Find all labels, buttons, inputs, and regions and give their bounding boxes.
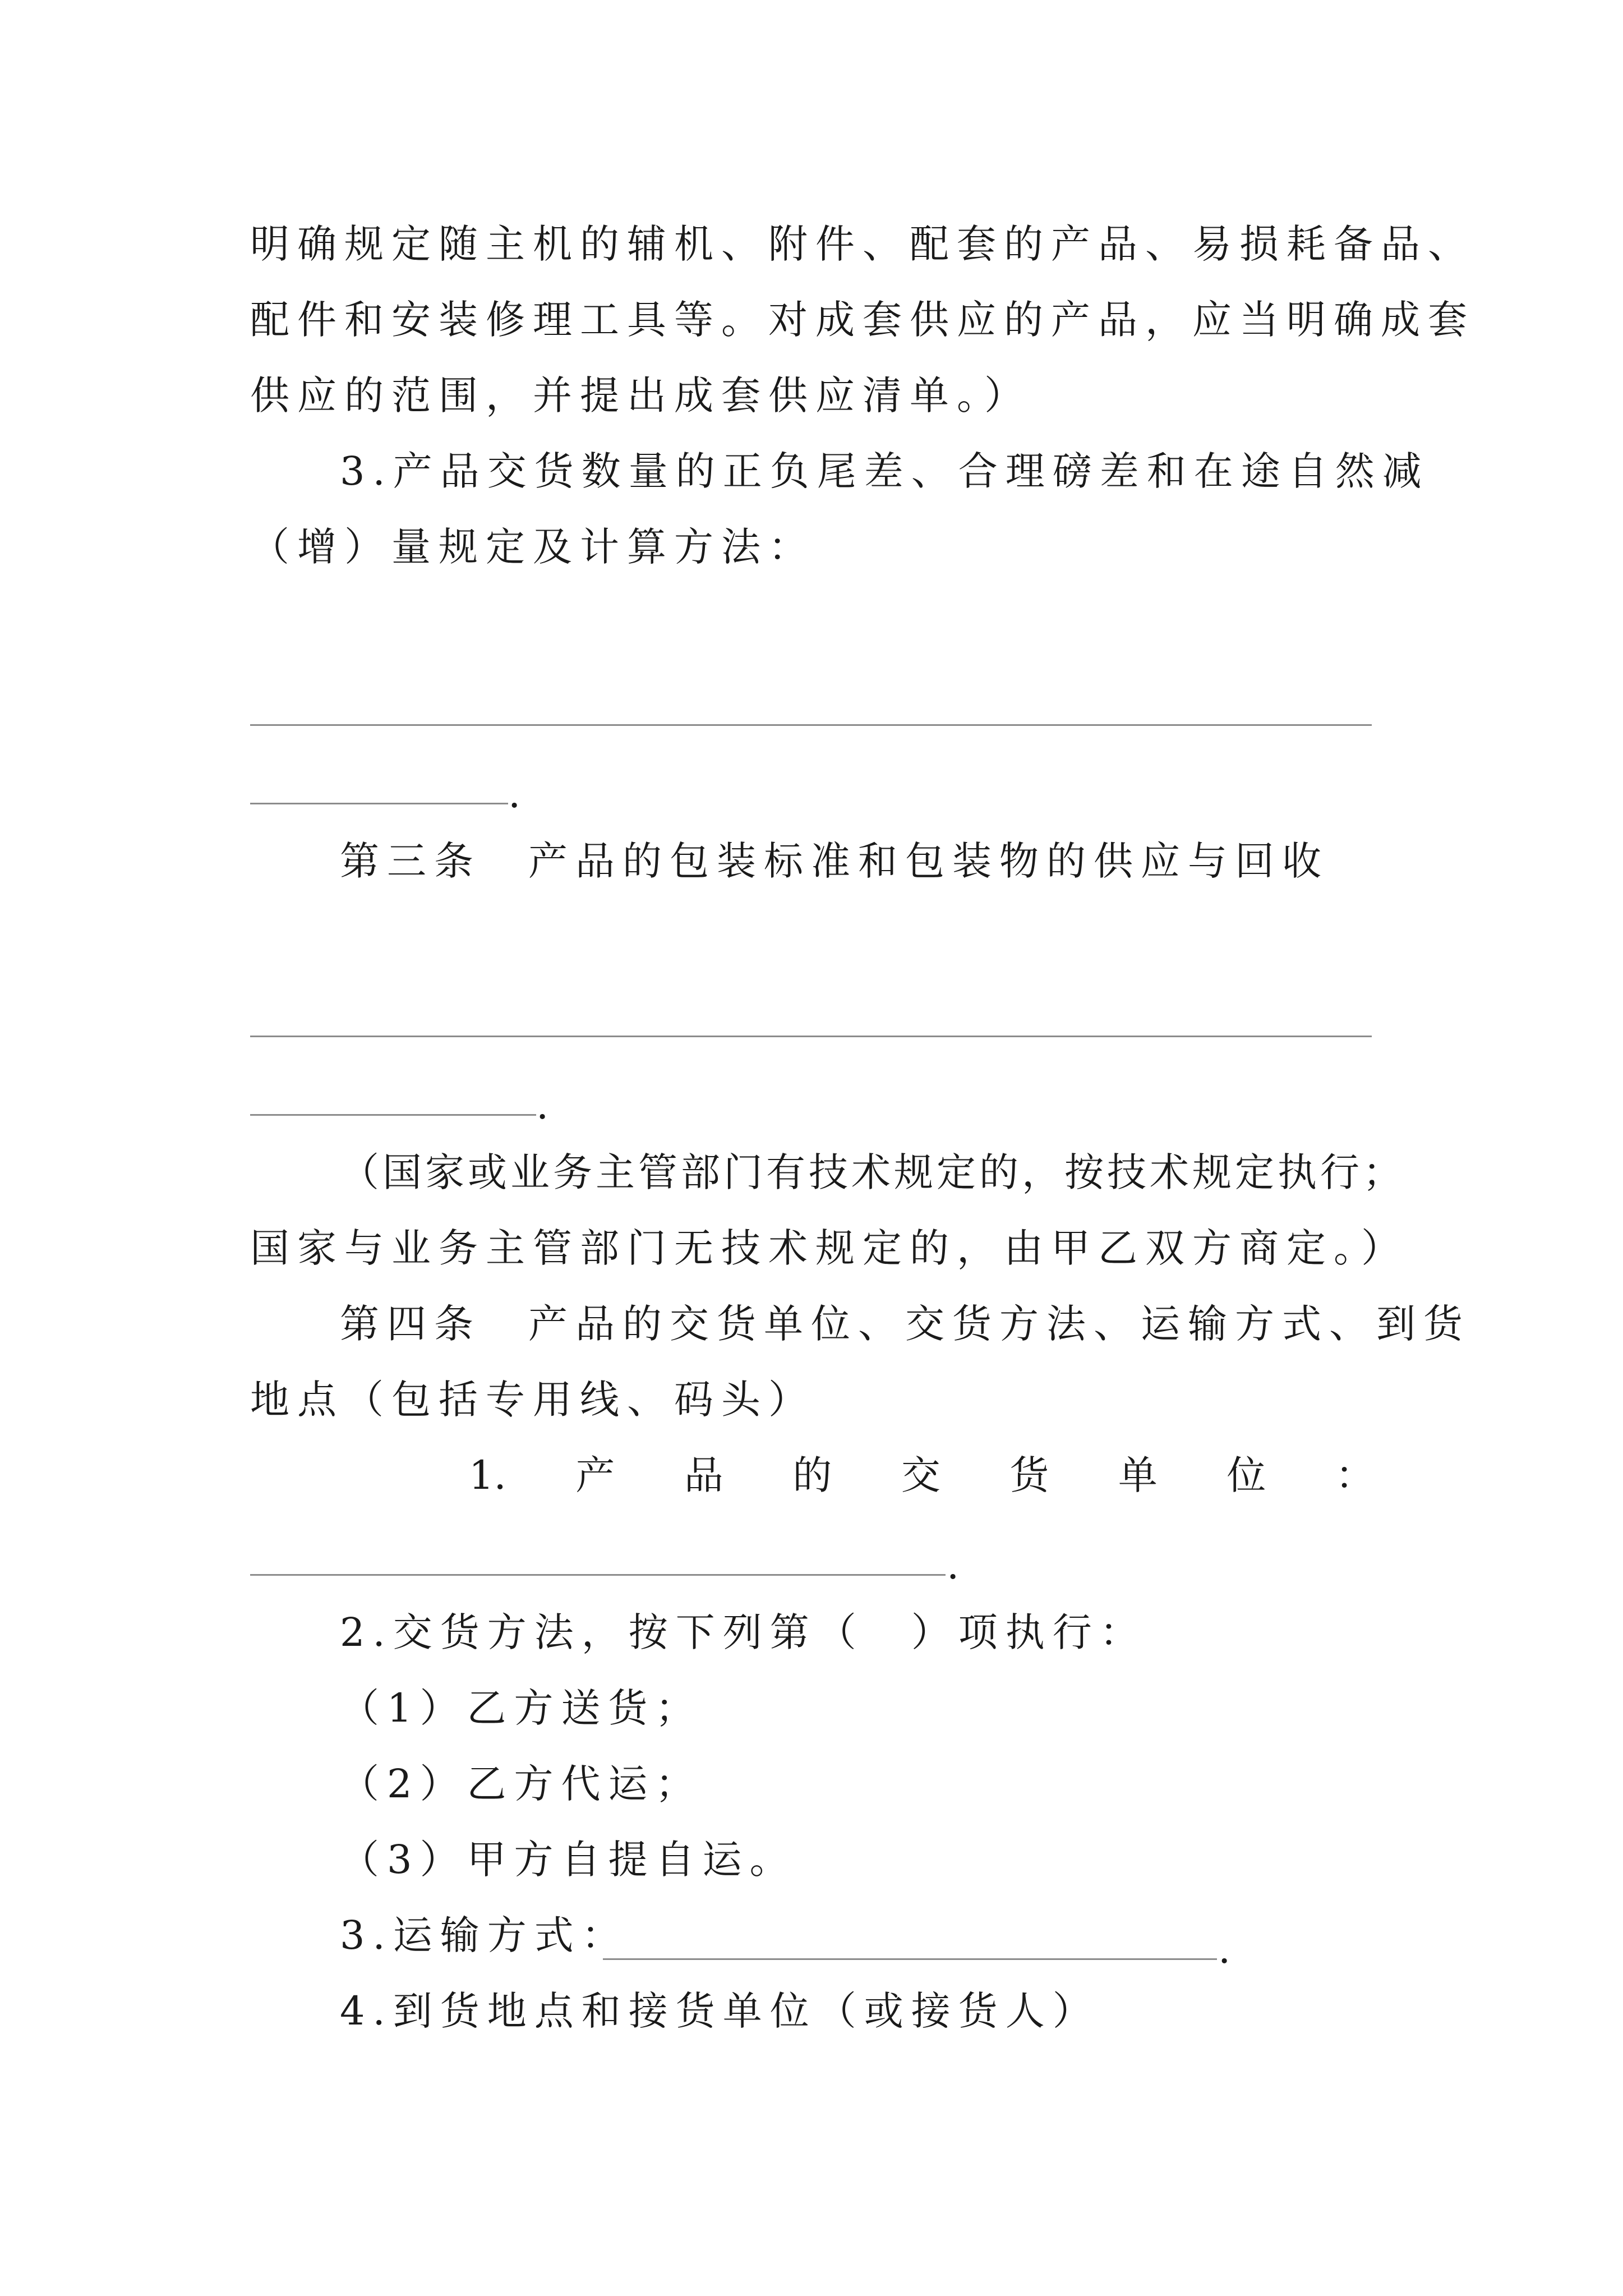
blank-fill-line xyxy=(250,1036,1372,1037)
blank-fill-line xyxy=(250,1574,946,1576)
delivery-unit-char: ： xyxy=(1335,1452,1375,1498)
period: . xyxy=(1218,1926,1231,1972)
destination-line: 4.到货地点和接货单位（或接货人） xyxy=(340,1988,1100,2034)
option-3: （3）甲方自提自运。 xyxy=(340,1837,797,1883)
option-2: （2）乙方代运； xyxy=(340,1761,703,1807)
delivery-unit-char: 单 xyxy=(1118,1452,1158,1498)
item-3-line-1: 3.产品交货数量的正负尾差、合理磅差和在途自然减 xyxy=(340,448,1430,494)
period: . xyxy=(508,771,521,817)
delivery-unit-char: 货 xyxy=(1009,1452,1049,1498)
blank-fill-line xyxy=(250,803,508,804)
delivery-unit-char: 品 xyxy=(684,1452,723,1498)
paragraph-line: 明确规定随主机的辅机、附件、配套的产品、易损耗备品、 xyxy=(250,221,1475,267)
note-line-2: 国家与业务主管部门无技术规定的，由甲乙双方商定。） xyxy=(250,1225,1408,1271)
delivery-unit-line xyxy=(250,1452,1375,1498)
delivery-unit-char: 的 xyxy=(792,1452,832,1498)
delivery-unit-char: 产 xyxy=(575,1452,615,1498)
blank-fill-line xyxy=(603,1958,1217,1960)
period: . xyxy=(947,1542,960,1588)
paragraph-line: 供应的范围，并提出成套供应清单。） xyxy=(250,372,1031,418)
article-4-line-1: 第四条 产品的交货单位、交货方法、运输方式、到货 xyxy=(340,1301,1470,1347)
item-3-line-2: （增）量规定及计算方法： xyxy=(250,524,815,570)
paragraph-line: 配件和安装修理工具等。对成套供应的产品，应当明确成套 xyxy=(250,297,1475,343)
blank-fill-line xyxy=(250,724,1372,726)
delivery-method: 2.交货方法，按下列第（ ）项执行： xyxy=(340,1609,1147,1655)
period: . xyxy=(536,1082,549,1128)
delivery-unit-char: 1. xyxy=(469,1452,506,1498)
article-3-heading: 第三条 产品的包装标准和包装物的供应与回收 xyxy=(340,838,1329,884)
transport-label: 3.运输方式： xyxy=(340,1912,629,1958)
delivery-unit-char: 交 xyxy=(901,1452,940,1498)
note-line-1: （国家或业务主管部门有技术规定的，按技术规定执行； xyxy=(340,1149,1405,1195)
blank-fill-line xyxy=(250,1114,536,1116)
delivery-unit-char: 位 xyxy=(1227,1452,1266,1498)
option-1: （1）乙方送货； xyxy=(340,1685,703,1731)
article-4-line-2: 地点（包括专用线、码头） xyxy=(250,1377,815,1423)
